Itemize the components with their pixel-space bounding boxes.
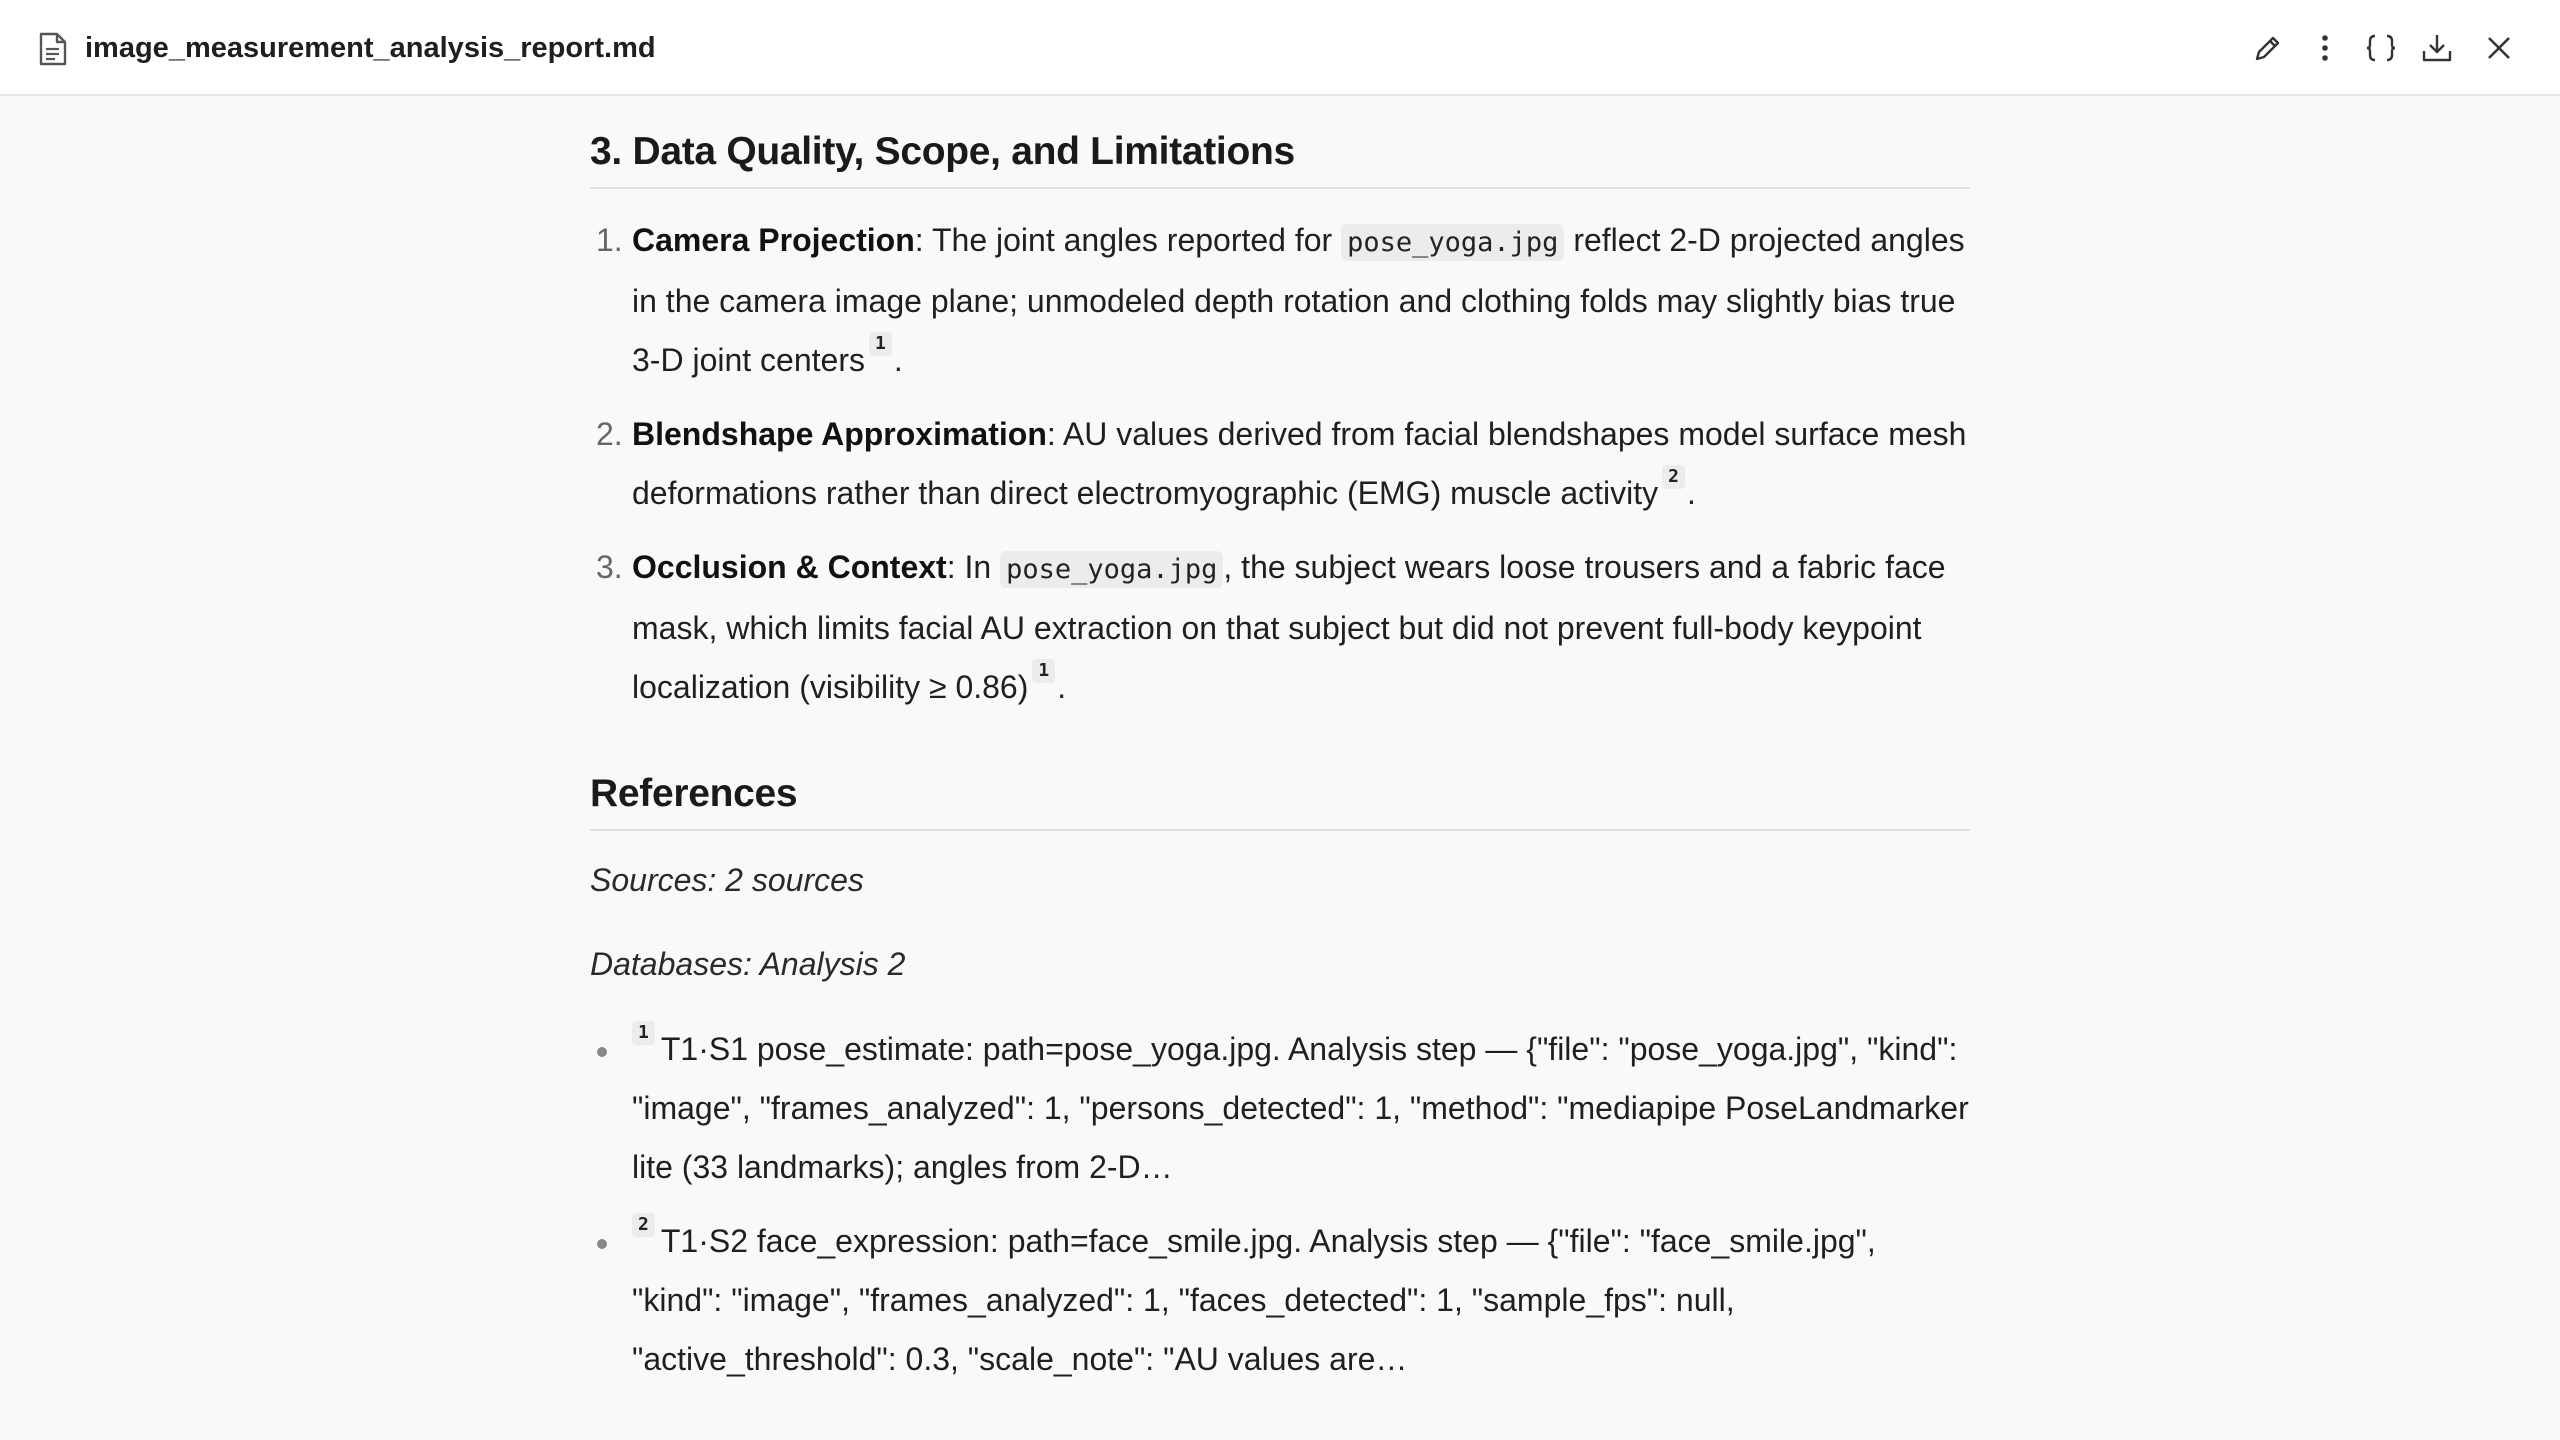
list-item-end: .: [1057, 669, 1067, 705]
inline-code: pose_yoga.jpg: [1341, 224, 1564, 261]
close-icon: [2484, 33, 2514, 63]
reference-text: T1·S2 face_expression: path=face_smile.jpg. Analysis step — {"file": "face_smile.jpg", "kind": "image", "frames_analyzed": 1, "faces_detected": 1, "sample_fps": null, "active_threshold": 0.3, "scale_note": "AU values are…: [632, 1223, 1876, 1377]
list-item: [590, 538, 1970, 717]
list-item-title: Occlusion & Context: [632, 549, 947, 585]
list-item-title: Camera Projection: [632, 222, 915, 258]
section-heading-references: References: [590, 769, 1970, 831]
reference-item: [590, 1212, 1970, 1389]
list-item-text: : The joint angles reported for: [914, 222, 1342, 258]
document-content: [590, 96, 1970, 1440]
view-json-button[interactable]: [2359, 26, 2403, 70]
footnote-ref[interactable]: 1: [1032, 659, 1055, 683]
inline-code: pose_yoga.jpg: [1000, 551, 1223, 588]
list-item: [590, 211, 1970, 390]
document-filename: image_measurement_analysis_report.md: [85, 32, 656, 64]
list-item-title: Blendshape Approximation: [632, 416, 1047, 452]
document-header: [0, 0, 2560, 96]
footnote-ref: 1: [632, 1021, 655, 1045]
references-list: [590, 1020, 1970, 1389]
more-vertical-icon: [2309, 32, 2341, 64]
bullet-icon: [597, 1047, 607, 1057]
footnote-ref[interactable]: 1: [869, 332, 892, 356]
close-button[interactable]: [2477, 26, 2521, 70]
download-button[interactable]: [2415, 26, 2459, 70]
download-icon: [2420, 32, 2454, 64]
sources-summary: Sources: 2 sources: [590, 862, 864, 898]
list-item-text: reflect 2-D projected angles in the camera image plane; unmodeled depth rotation and clothing folds may slightly bias true 3-D joint centers: [632, 222, 1965, 378]
list-item-number: 1.: [596, 222, 623, 258]
list-item-text: : In: [946, 549, 1001, 585]
limitations-list: [590, 211, 1970, 717]
list-item-text: , the subject wears loose trousers and a fabric face mask, which limits facial AU extraction on that subject but did not prevent full-body keypoint localization (visibility ≥ 0.86): [632, 549, 1946, 705]
databases-summary: Databases: Analysis 2: [590, 946, 906, 982]
file-icon: [38, 32, 68, 66]
edit-button[interactable]: [2246, 26, 2290, 70]
more-options-button[interactable]: [2303, 26, 2347, 70]
bullet-icon: [597, 1239, 607, 1249]
list-item-number: 2.: [596, 416, 623, 452]
edit-icon: [2252, 32, 2284, 64]
list-item-end: .: [1687, 475, 1696, 511]
json-braces-icon: [2364, 32, 2398, 64]
footnote-ref: 2: [632, 1213, 655, 1237]
reference-item: [590, 1020, 1970, 1197]
list-item-text: : AU values derived from facial blendshapes model surface mesh deformations rather than direct electromyographic (EMG) muscle activity: [632, 416, 1967, 511]
list-item-end: .: [893, 342, 903, 378]
list-item-number: 3.: [596, 549, 623, 585]
list-item: [590, 405, 1970, 523]
reference-text: T1·S1 pose_estimate: path=pose_yoga.jpg. Analysis step — {"file": "pose_yoga.jpg", "kind": "image", "frames_analyzed": 1, "persons_detected": 1, "method": "mediapipe PoseLandmarker lite (33 landmarks); angles from 2-D…: [632, 1031, 1969, 1185]
footnote-ref[interactable]: 2: [1662, 465, 1685, 489]
section-heading-limitations: 3. Data Quality, Scope, and Limitations: [590, 127, 1970, 189]
